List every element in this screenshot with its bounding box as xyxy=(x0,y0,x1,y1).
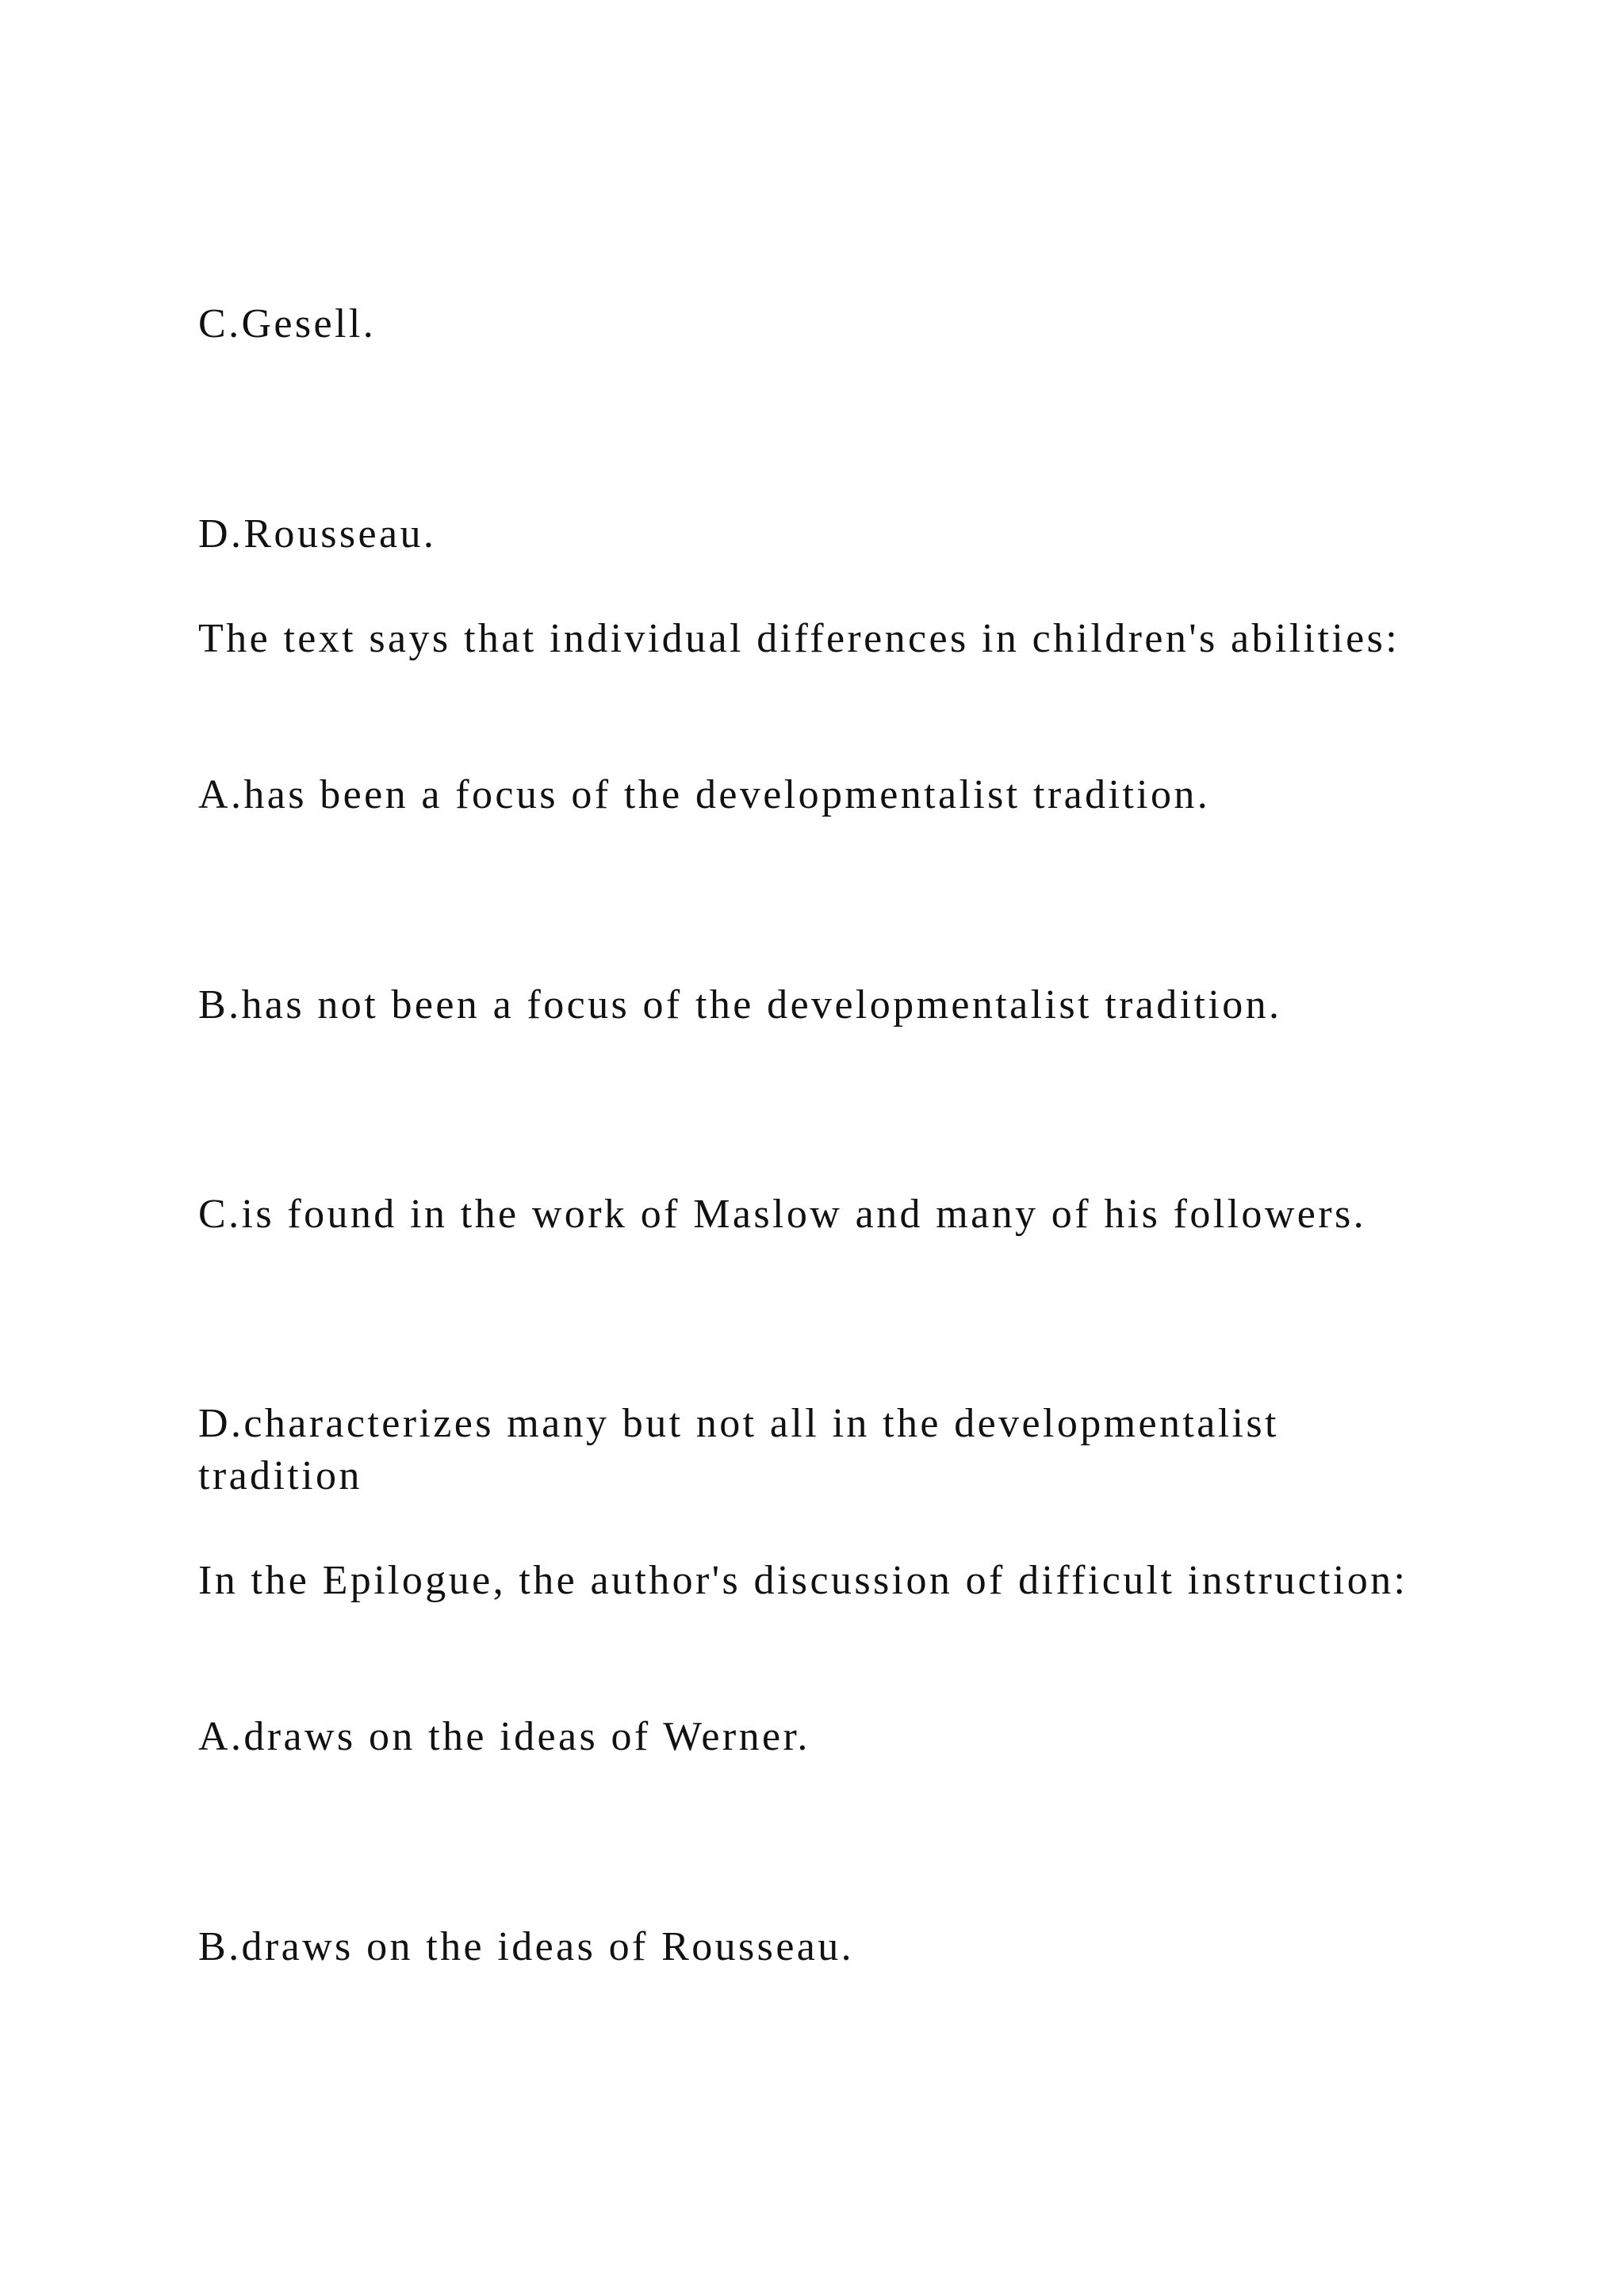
q1-option-b: B.has not been a focus of the developmentalist tradition. xyxy=(198,982,1282,1027)
question-epilogue: In the Epilogue, the author's discussion of difficult instruction: xyxy=(198,1558,1408,1603)
question-individual-differences: The text says that individual differences in children's abilities: xyxy=(198,616,1400,661)
option-d-rousseau: D.Rousseau. xyxy=(198,511,437,557)
option-c-gesell: C.Gesell. xyxy=(198,301,377,346)
q2-option-b: B.draws on the ideas of Rousseau. xyxy=(198,1924,855,1969)
q1-option-a: A.has been a focus of the developmentalist tradition. xyxy=(198,772,1211,817)
q1-option-c: C.is found in the work of Maslow and many of his followers. xyxy=(198,1192,1366,1237)
q2-option-a: A.draws on the ideas of Werner. xyxy=(198,1714,810,1759)
q1-option-d-line2: tradition xyxy=(198,1453,362,1498)
q1-option-d-line1: D.characterizes many but not all in the developmentalist xyxy=(198,1401,1279,1446)
